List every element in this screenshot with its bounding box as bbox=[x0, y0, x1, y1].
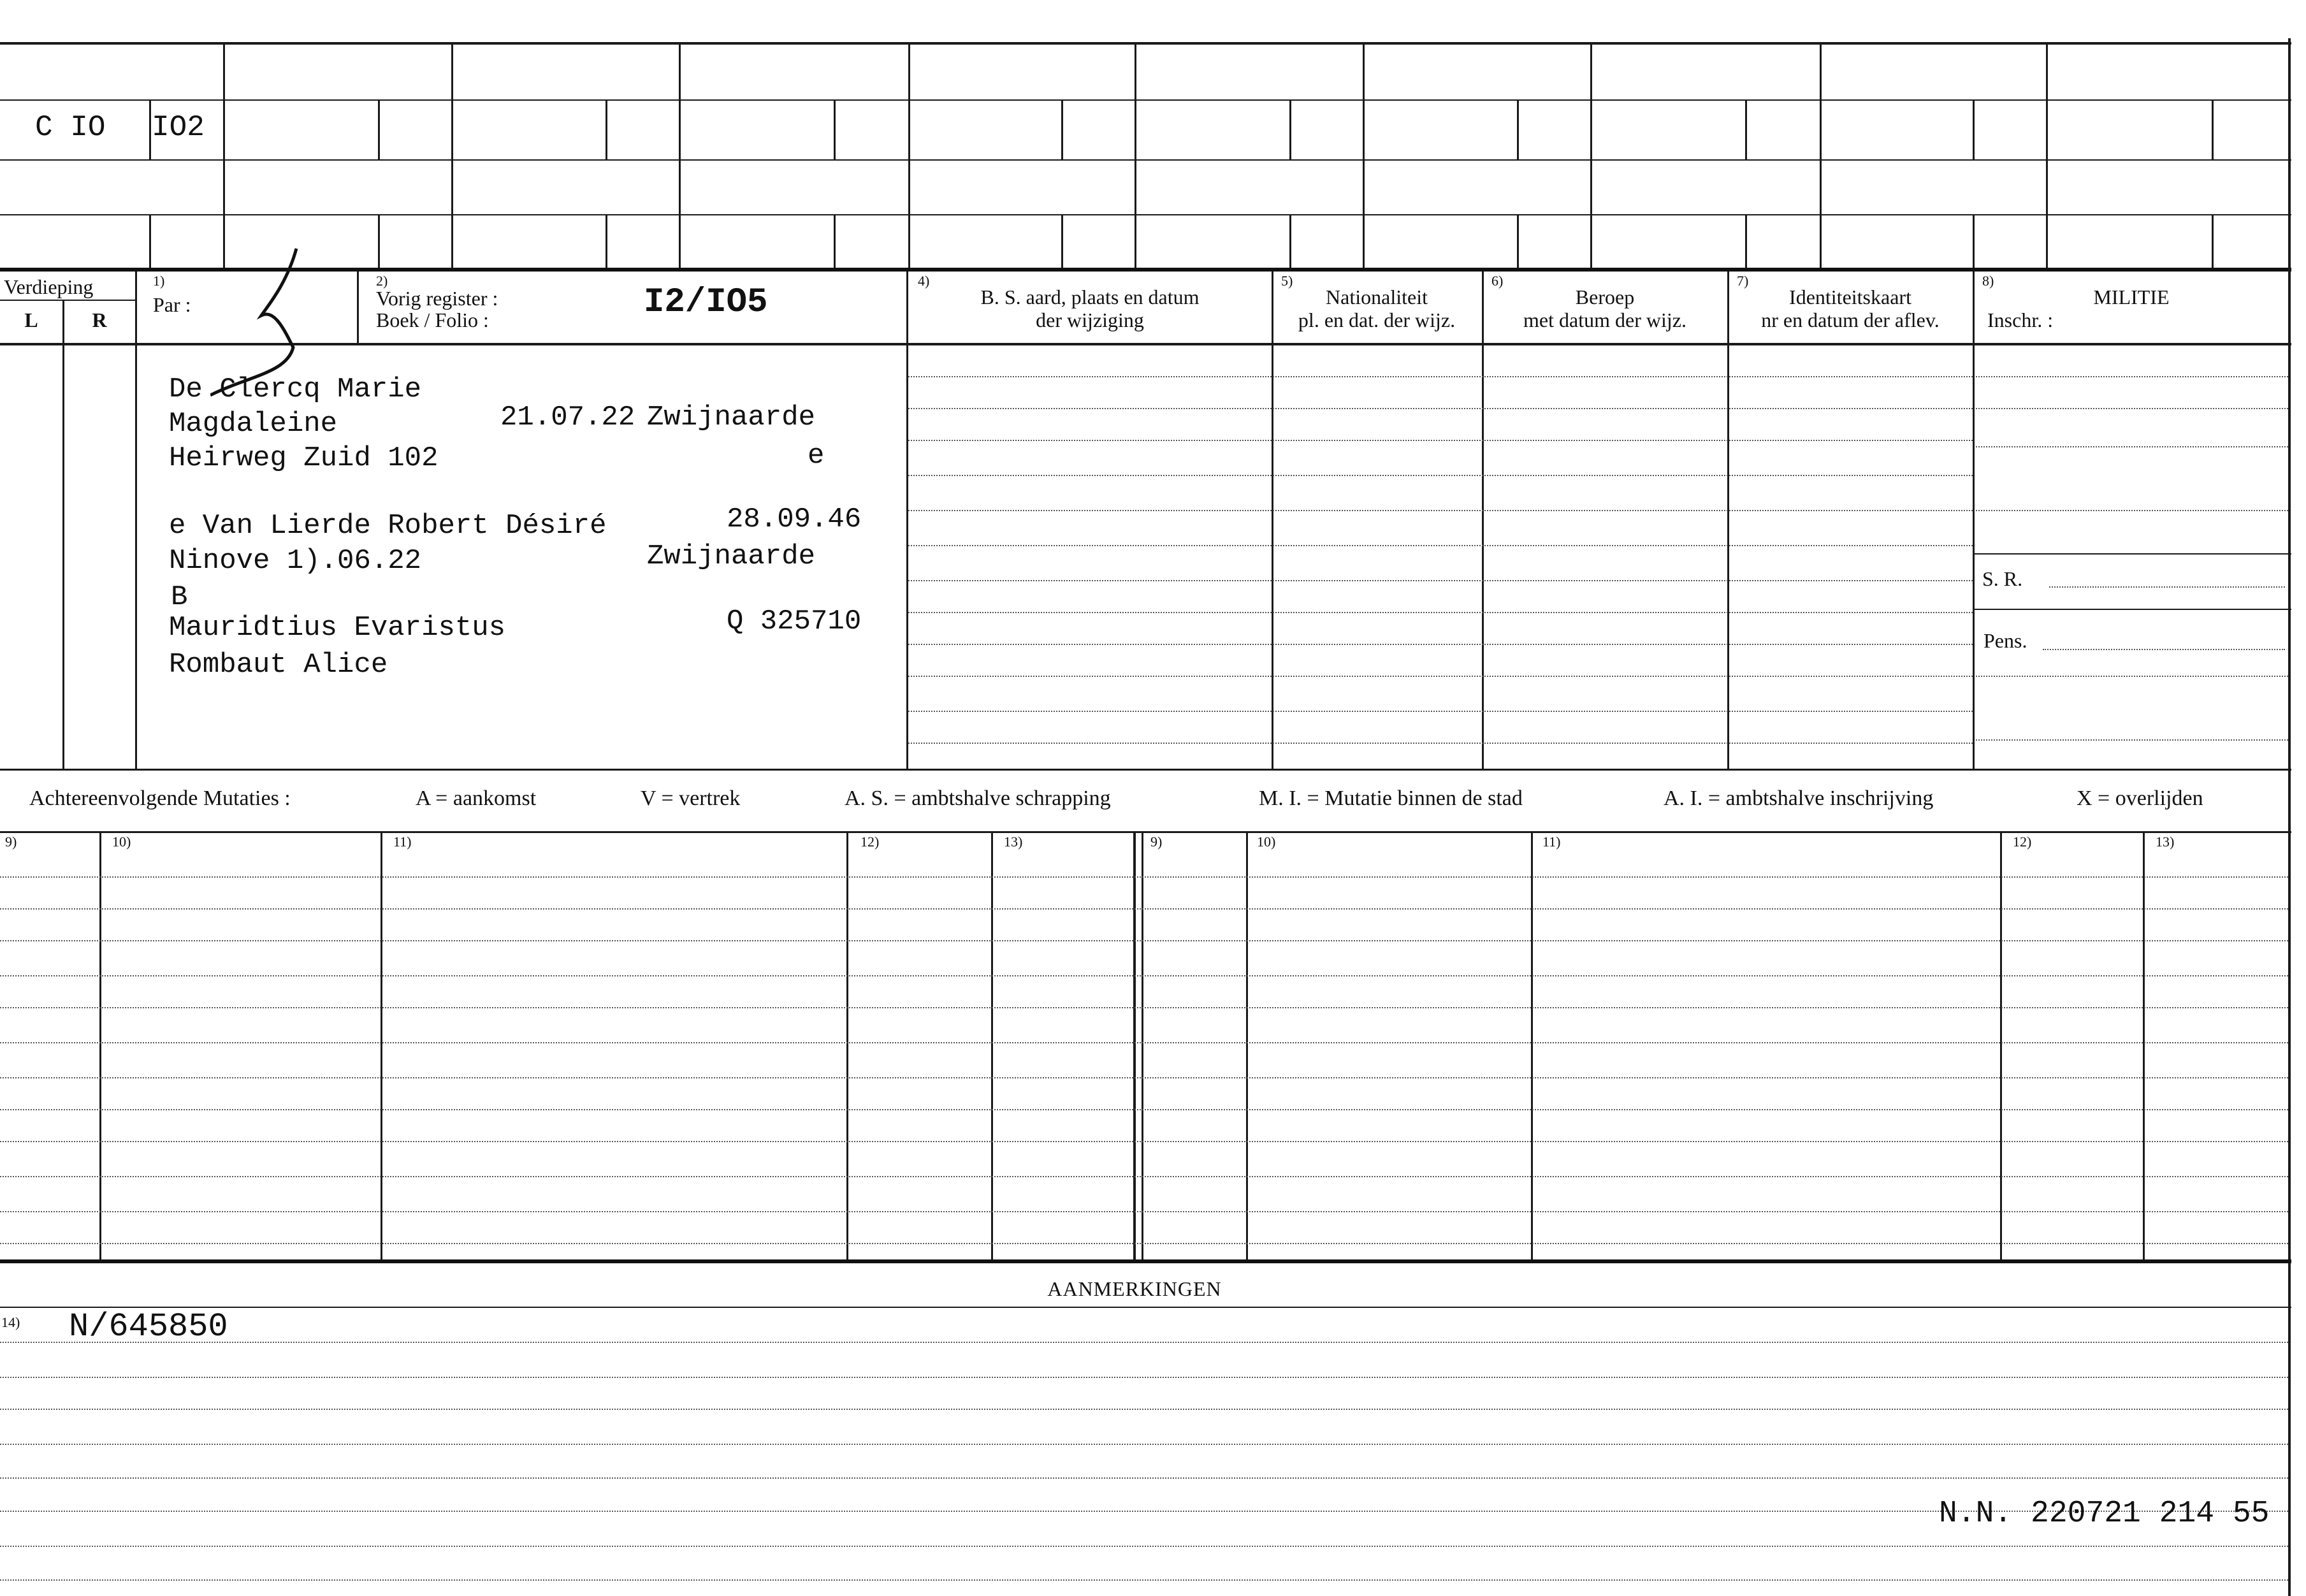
person-name-line1: De Clercq Marie bbox=[169, 374, 422, 405]
civil-status-header: B. S. aard, plaats en datum bbox=[980, 286, 1200, 308]
militia-pensions-label: Pens. bbox=[1983, 629, 2027, 652]
mutation-col-13: 13) bbox=[1004, 834, 1023, 850]
militia-sr-label: S. R. bbox=[1982, 567, 2023, 590]
identity-card-subheader: nr en datum der aflev. bbox=[1761, 308, 1940, 331]
birth-place: Zwijnaarde bbox=[647, 402, 816, 433]
marriage-place: Zwijnaarde bbox=[647, 540, 816, 572]
field-number-7: 7) bbox=[1737, 273, 1749, 289]
mutation-col-9b: 9) bbox=[1150, 834, 1163, 850]
mutation-col-12b: 12) bbox=[2013, 834, 2032, 850]
legend-departure: V = vertrek bbox=[641, 787, 741, 810]
legend-death: X = overlijden bbox=[2077, 787, 2203, 810]
legend-official-registration: A. I. = ambtshalve inschrijving bbox=[1664, 787, 1934, 810]
previous-register-value: I2/IO5 bbox=[644, 283, 768, 322]
field-number-8: 8) bbox=[1982, 273, 1994, 289]
occupation-header: Beroep bbox=[1575, 286, 1635, 308]
right-label: R bbox=[92, 308, 107, 331]
occupation-subheader: met datum der wijz. bbox=[1523, 308, 1686, 331]
militia-header: MILITIE bbox=[2093, 286, 2170, 308]
previous-register-label: Vorig register : bbox=[376, 287, 498, 310]
marker-b: B bbox=[171, 581, 188, 613]
marriage-date: 28.09.46 bbox=[727, 504, 862, 535]
spouse-birth: Ninove 1).06.22 bbox=[169, 545, 422, 577]
house-number-code: IO2 bbox=[152, 111, 205, 144]
field-number-6: 6) bbox=[1491, 273, 1504, 289]
field-number-1: 1) bbox=[153, 273, 165, 289]
remarks-title: AANMERKINGEN bbox=[1047, 1277, 1222, 1300]
field-number-5: 5) bbox=[1281, 273, 1293, 289]
legend-official-removal: A. S. = ambtshalve schrapping bbox=[845, 787, 1111, 810]
birth-date: 21.07.22 bbox=[500, 402, 635, 433]
marker-e: e bbox=[808, 440, 825, 472]
address: Heirweg Zuid 102 bbox=[169, 442, 439, 474]
mutation-col-11: 11) bbox=[393, 834, 412, 850]
mutation-col-13b: 13) bbox=[2156, 834, 2175, 850]
legend-internal-move: M. I. = Mutatie binnen de stad bbox=[1259, 787, 1523, 810]
section-code: C IO bbox=[35, 111, 106, 144]
nationality-subheader: pl. en dat. der wijz. bbox=[1298, 308, 1456, 331]
mutation-col-11b: 11) bbox=[1542, 834, 1561, 850]
book-folio-label: Boek / Folio : bbox=[376, 308, 489, 331]
identity-card-header: Identiteitskaart bbox=[1789, 286, 1911, 308]
militia-enrollment-label: Inschr. : bbox=[1987, 308, 2054, 331]
legend-arrival: A = aankomst bbox=[416, 787, 537, 810]
mutation-col-10b: 10) bbox=[1257, 834, 1276, 850]
mother-name: Rombaut Alice bbox=[169, 649, 388, 681]
mutations-title: Achtereenvolgende Mutaties : bbox=[29, 787, 291, 810]
identity-number: Q 325710 bbox=[727, 606, 862, 637]
field-number-2: 2) bbox=[376, 273, 388, 289]
mutation-col-12: 12) bbox=[860, 834, 880, 850]
father-name: Mauridtius Evaristus bbox=[169, 612, 506, 644]
civil-status-subheader: der wijziging bbox=[1036, 308, 1144, 331]
remarks-entry: N/645850 bbox=[69, 1308, 228, 1346]
mutation-col-9: 9) bbox=[5, 834, 17, 850]
remarks-top-rule bbox=[0, 1307, 2291, 1308]
field-number-4: 4) bbox=[918, 273, 930, 289]
par-label: Par : bbox=[153, 293, 191, 316]
nationality-header: Nationaliteit bbox=[1326, 286, 1428, 308]
footer-reference-code: N.N. 220721 214 55 bbox=[1939, 1497, 2270, 1531]
field-number-14: 14) bbox=[1, 1314, 20, 1330]
left-label: L bbox=[24, 308, 38, 331]
floor-label: Verdieping bbox=[4, 275, 94, 298]
spouse-name: e Van Lierde Robert Désiré bbox=[169, 510, 607, 542]
person-name-line2: Magdaleine bbox=[169, 408, 338, 440]
mutation-col-10: 10) bbox=[112, 834, 131, 850]
